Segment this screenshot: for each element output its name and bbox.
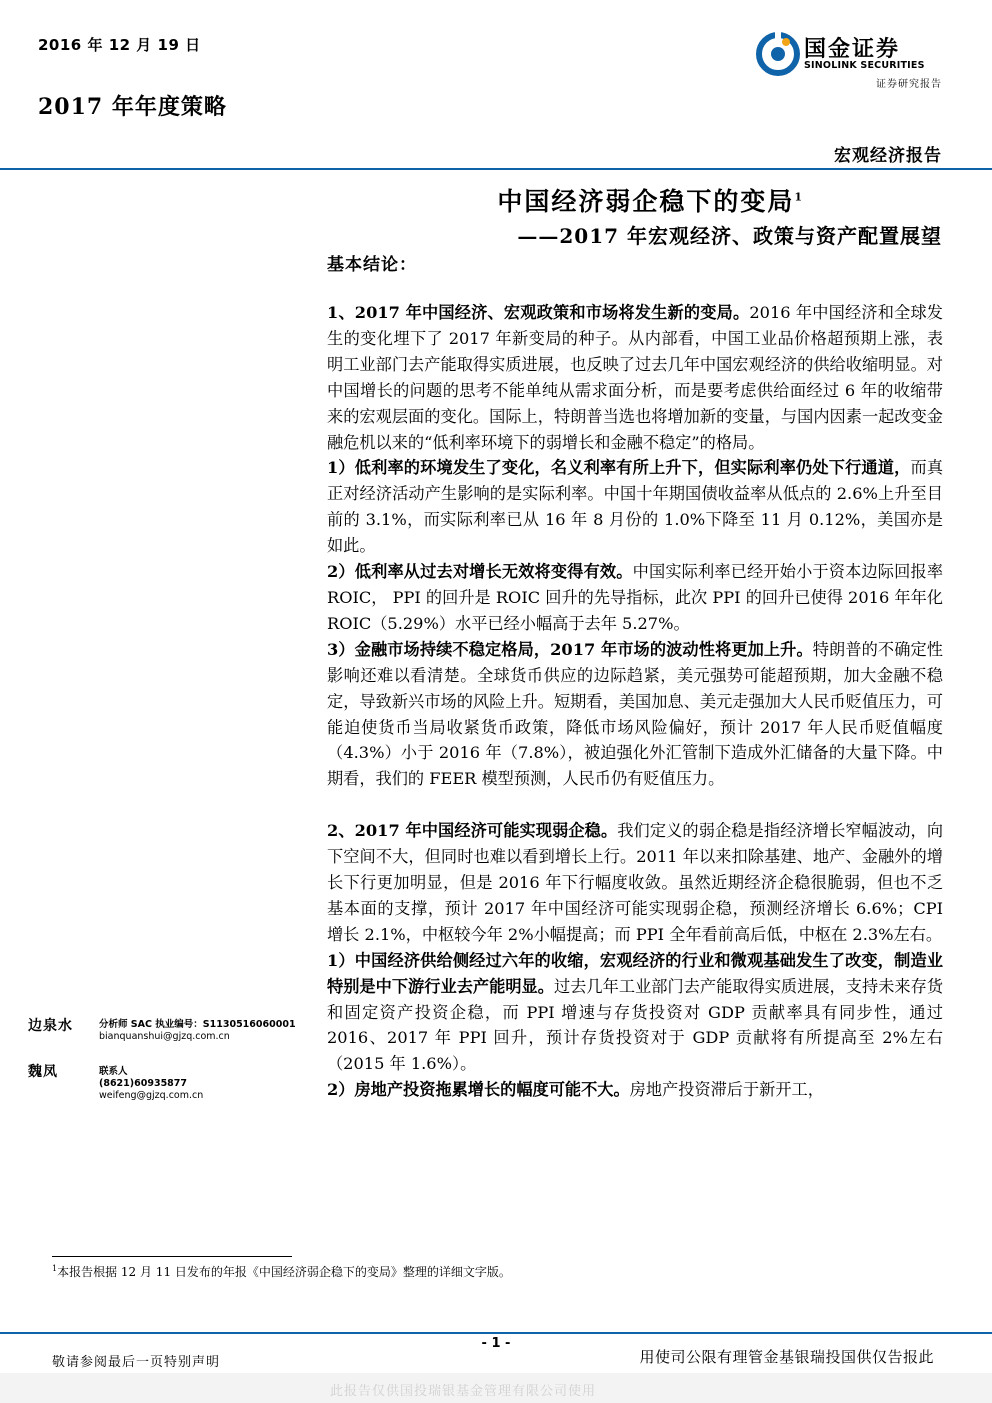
paragraph-5 (327, 818, 943, 948)
paragraph-2-lead: 1）低利率的环境发生了变化，名义利率有所上升下，但实际利率仍处下行通道， (327, 458, 911, 478)
paragraph-gap (327, 792, 943, 818)
main-title (497, 182, 802, 218)
header-divider (0, 168, 992, 170)
paragraph-5-text: 我们定义的弱企稳是指经济增长窄幅波动，向下空间不大，但同时也难以看到增长上行。2011 年以来扣除基建、地产、金融外的增长下行更加明显，但是 2016 年下行幅度收敛。虽然近期经济企稳很脆弱，但也不乏基本面的支撑，预计 2017 年中国经济可能实现弱企稳，预测经济增长 6.6%；CPI 增长 2.1%，中枢较今年 2%小幅提高；而 PPI 全年看前高后低，中枢在 2.3%左右。 (327, 821, 944, 944)
paragraph-2-text: 而真正对经济活动产生影响的是实际利率。中国十年期国债收益率从低点的 2.6%上升至目前的 3.1%，而实际利率已从 16 年 8 月份的 1.0%下降至 11 月 0.12%，美国亦是如此。 (327, 458, 944, 556)
contact-email[interactable]: weifeng@gjzq.com.cn (99, 1090, 204, 1101)
footer-disclaimer: 敬请参阅最后一页特别声明 (52, 1355, 221, 1370)
footnote-marker: 1 (794, 190, 802, 204)
footer-divider (0, 1332, 992, 1334)
report-date: 2016 年 12 月 19 日 (38, 36, 201, 54)
brand-tagline: 证券研究报告 (876, 79, 942, 90)
footer-license-note: 用使司公限有理管金基银瑞投国供仅告报此 (639, 1348, 934, 1366)
footnote (52, 1263, 511, 1280)
report-body (327, 300, 943, 1103)
paragraph-1-text: 2016 年中国经济和全球发生的变化埋下了 2017 年新变局的种子。从内部看，中国工业品价格超预期上涨，表明工业部门去产能取得实质进展，也反映了过去几年中国宏观经济的供给收缩明显。对中国增长的问题的思考不能单纯从需求面分析，而是要考虑供给面经过 6 年的收缩带来的宏观层面的变化。国际上，特朗普当选也将增加新的变量，与国内因素一起改变金融危机以来的“低利率环境下的弱增长和金融不稳定”的格局。 (327, 303, 943, 452)
analyst-email[interactable]: bianquanshui@gjzq.com.cn (99, 1031, 230, 1042)
paragraph-6-text: 过去几年工业部门去产能取得实质进展，支持未来存货和固定资产投资企稳，而 PPI 增速与存货投资对 GDP 贡献率具有同步性，通过 2016、2017 年 PPI 回升，预计存货投资对于 GDP 贡献将有所提高至 2%左右（2015 年 1.6%）。 (327, 976, 944, 1074)
contact-role: 联系人 (99, 1066, 128, 1077)
contact-name: 魏凤 (28, 1064, 58, 1080)
brand-name-english: SINOLINK SECURITIES (804, 60, 925, 71)
sub-title: ——2017 年宏观经济、政策与资产配置展望 (517, 224, 942, 248)
footnote-text: 本报告根据 12 月 11 日发布的年报《中国经济弱企稳下的变局》整理的详细文字版。 (57, 1265, 511, 1279)
brand-logo (756, 30, 956, 90)
sinolink-logo-icon (756, 32, 800, 76)
paragraph-1-lead: 1、2017 年中国经济、宏观政策和市场将发生新的变局。 (327, 303, 750, 322)
paragraph-6-lead: 1）中国经济供给侧经过六年的收缩，宏观经济的行业和微观基础发生了改变，制造业特别是中下游行业去产能明显。 (327, 950, 943, 996)
paragraph-7-text: 房地产投资滞后于新开工， (629, 1080, 824, 1100)
report-series: 2017 年年度策略 (38, 94, 227, 120)
paragraph-2 (327, 455, 943, 559)
main-title-text: 中国经济弱企稳下的变局 (497, 187, 795, 216)
brand-name: 国金证券 (804, 37, 901, 62)
footnote-divider (52, 1256, 292, 1257)
paragraph-4-lead: 3）金融市场持续不稳定格局，2017 年市场的波动性将更加上升。 (327, 639, 813, 659)
paragraph-4-text: 特朗普的不确定性影响还难以看清楚。全球货币供应的边际趋紧，美元强势可能超预期，加大金融不稳定，导致新兴市场的风险上升。短期看，美国加息、美元走强加大人民币贬值压力，可能迫使货币当局收紧货币政策，降低市场风险偏好，预计 2017 年人民币贬值幅度（4.3%）小于 2016 年（7.8%），被迫强化外汇管制下造成外汇储备的大量下降。中期看，我们的 FEER 模型预测，人民币仍有贬值压力。 (327, 639, 943, 789)
watermark-text: 此报告仅供国投瑞银基金管理有限公司使用 (330, 1384, 597, 1399)
page-number: - 1 - (481, 1336, 511, 1351)
paragraph-4 (327, 637, 943, 792)
paragraph-7-lead: 2）房地产投资拖累增长的幅度可能不大。 (327, 1080, 630, 1100)
paragraph-3-text: 中国实际利率已经开始小于资本边际回报率 ROIC， PPI 的回升是 ROIC 回升的先导指标，此次 PPI 的回升已使得 2016 年年化 ROIC（5.29%）水平已经小幅高于去年 5.27%。 (327, 562, 944, 633)
paragraph-5-lead: 2、2017 年中国经济可能实现弱企稳。 (327, 821, 618, 841)
report-category: 宏观经济报告 (834, 146, 942, 166)
footnote-mark: 1 (52, 1264, 58, 1273)
paragraph-1 (327, 300, 943, 455)
analyst-name: 边泉水 (28, 1018, 73, 1034)
conclusion-heading: 基本结论： (327, 255, 417, 275)
paragraph-7 (327, 1077, 943, 1103)
analyst-info (99, 1019, 296, 1043)
contact-info (99, 1066, 203, 1102)
paragraph-3 (327, 559, 943, 637)
contact-phone: (8621)60935877 (99, 1078, 188, 1089)
paragraph-6 (327, 948, 943, 1078)
analyst-role: 分析师 SAC 执业编号：S1130516060001 (99, 1019, 296, 1030)
paragraph-3-lead: 2）低利率从过去对增长无效将变得有效。 (327, 562, 633, 582)
